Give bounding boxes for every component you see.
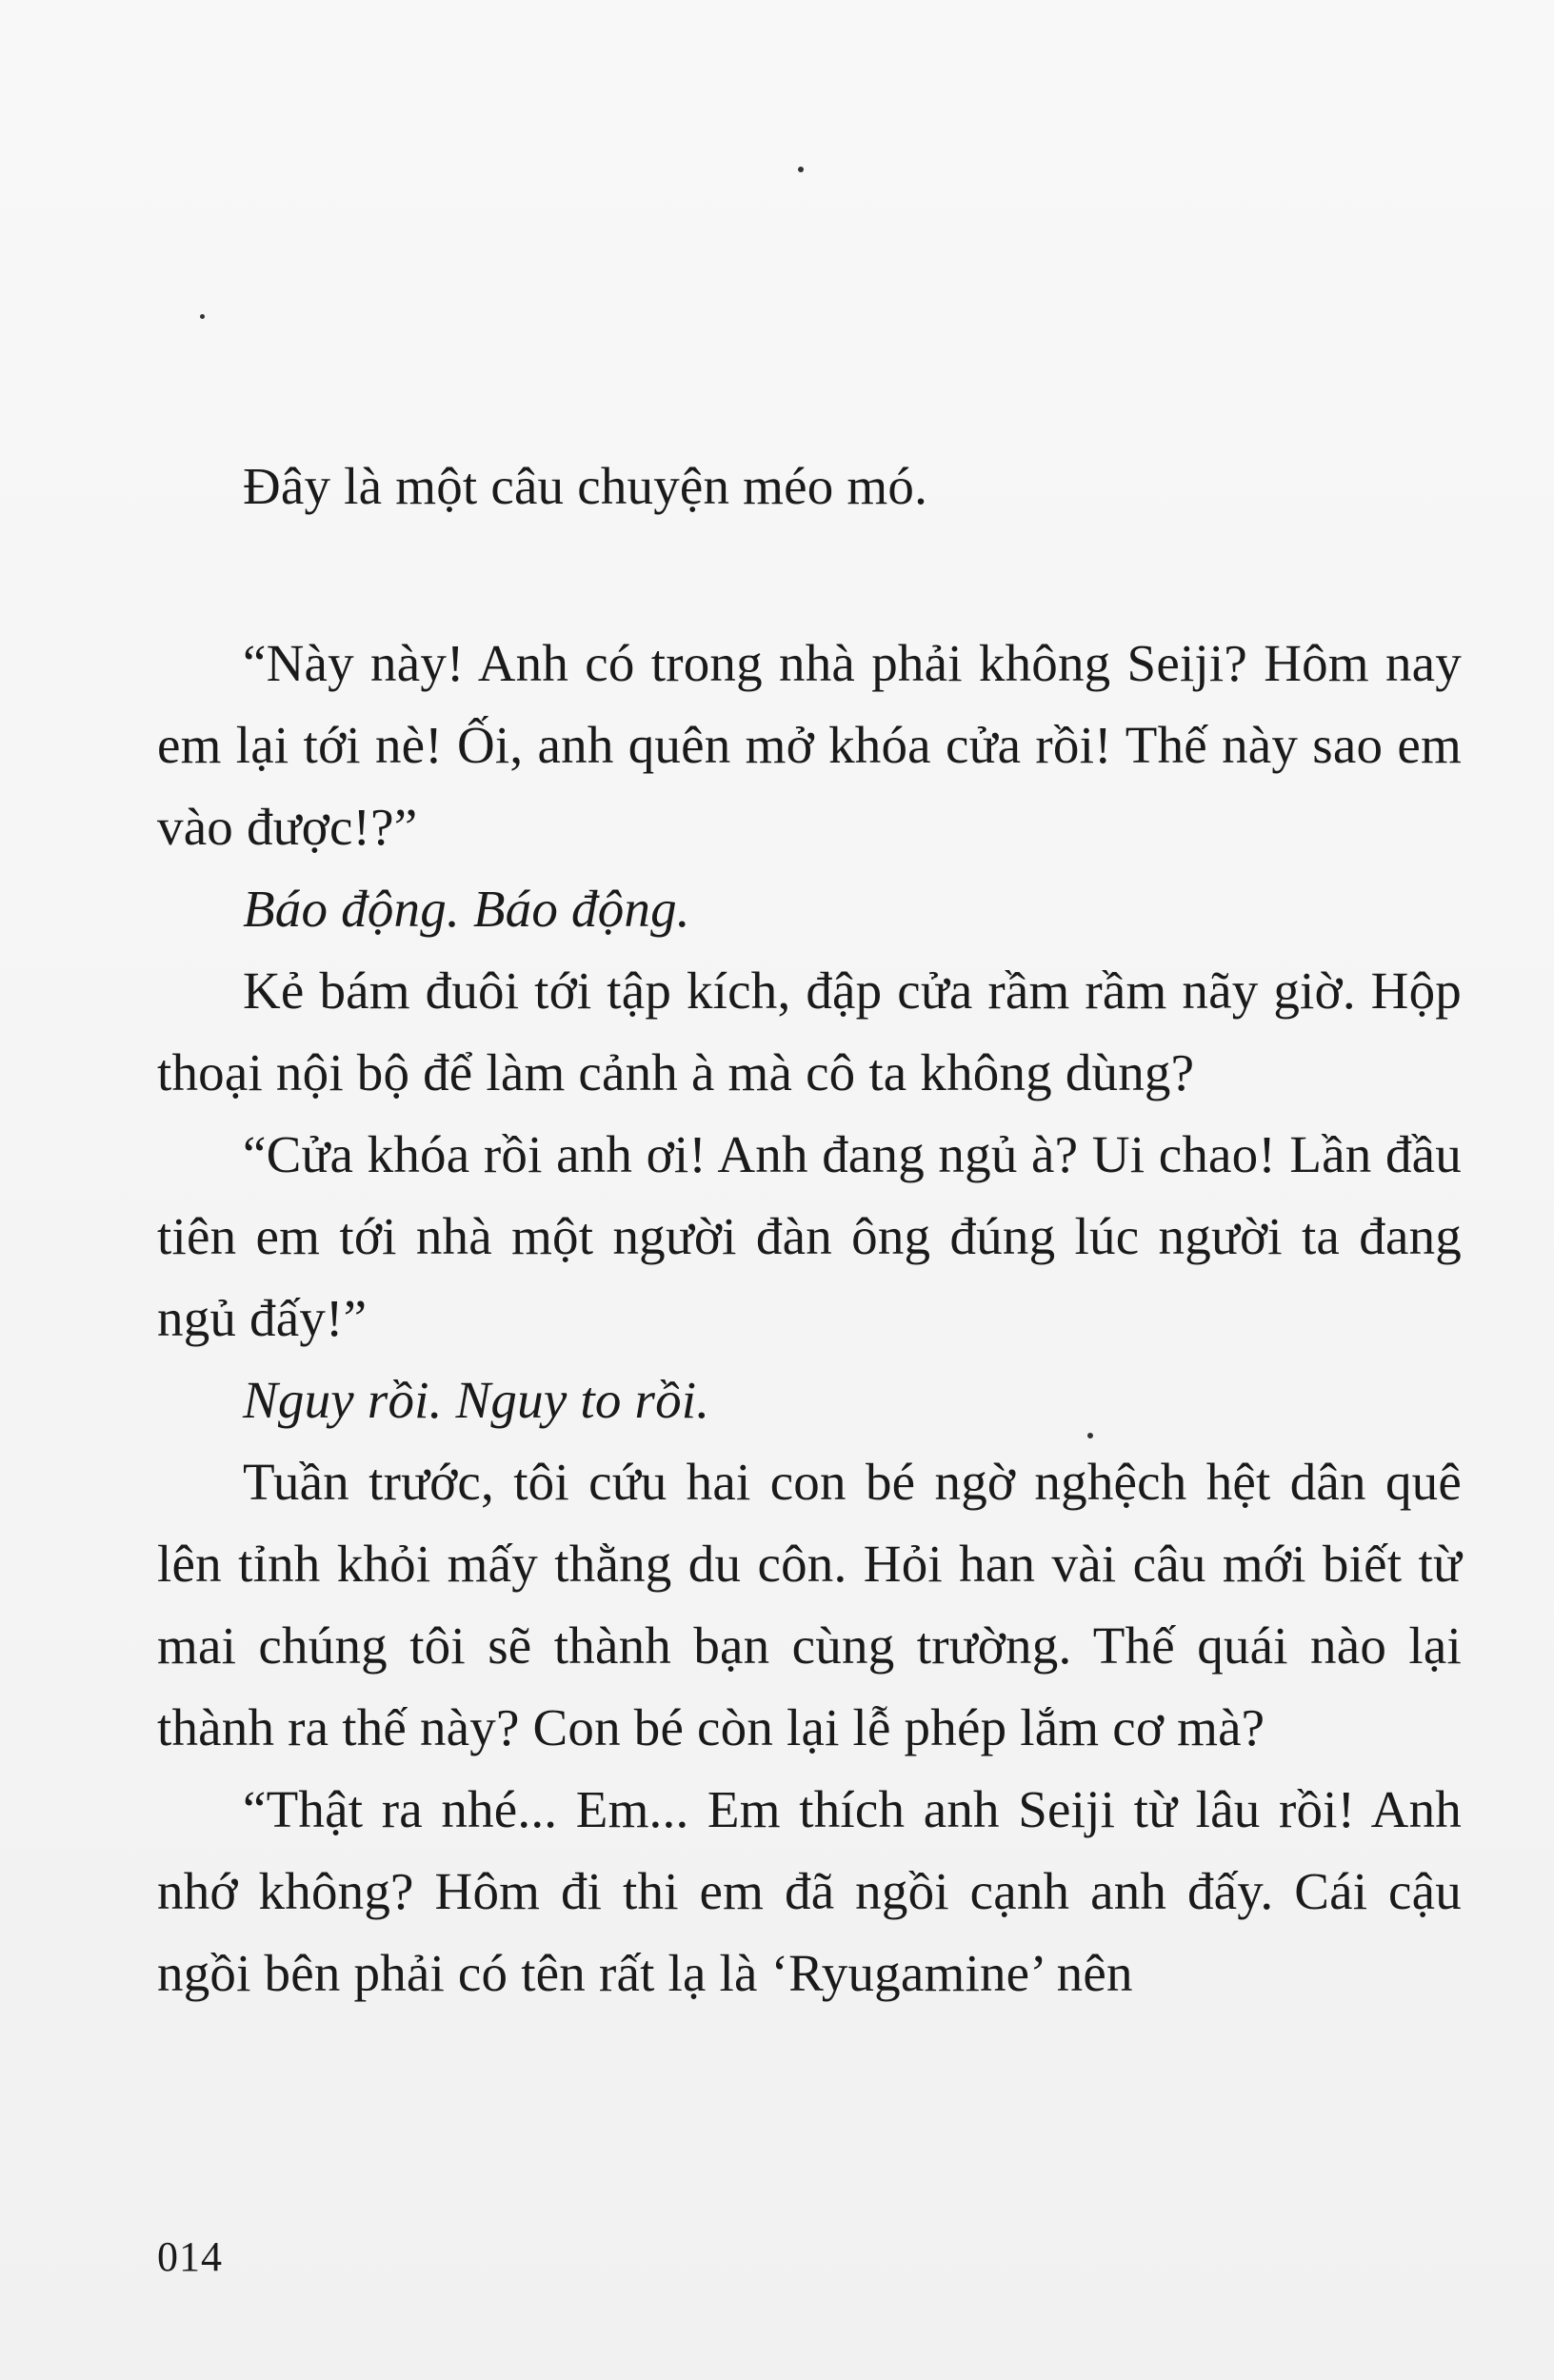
text-body bbox=[157, 446, 1462, 2014]
paragraph-dialogue-3: “Thật ra nhé... Em... Em thích anh Seiji từ lâu rồi! Anh nhớ không? Hôm đi thi em đã ngồi cạnh anh đấy. Cái cậu ngồi bên phải có tên rất lạ là ‘Ryugamine’ nên bbox=[157, 1780, 1462, 2002]
paragraph-danger: Nguy rồi. Nguy to rồi. bbox=[243, 1371, 710, 1429]
ink-speck bbox=[200, 314, 205, 319]
paragraph-dialogue-2: “Cửa khóa rồi anh ơi! Anh đang ngủ à? Ui chao! Lần đầu tiên em tới nhà một người đàn ông đúng lúc người ta đang ngủ đấy!” bbox=[157, 1125, 1462, 1347]
paragraph-narration-2: Tuần trước, tôi cứu hai con bé ngờ nghệch hệt dân quê lên tỉnh khỏi mấy thằng du côn. Hỏi han vài câu mới biết từ mai chúng tôi sẽ thành bạn cùng trường. Thế quái nào lại thành ra thế này? Con bé còn lại lễ phép lắm cơ mà? bbox=[157, 1453, 1462, 1756]
paragraph-opening: Đây là một câu chuyện méo mó. bbox=[243, 457, 928, 515]
ink-speck bbox=[798, 167, 804, 172]
page-number: 014 bbox=[157, 2233, 223, 2280]
paragraph-narration-1: Kẻ bám đuôi tới tập kích, đập cửa rầm rầm nãy giờ. Hộp thoại nội bộ để làm cảnh à mà cô ta không dùng? bbox=[157, 962, 1462, 1101]
paragraph-dialogue-1: “Này này! Anh có trong nhà phải không Seiji? Hôm nay em lại tới nè! Ối, anh quên mở khóa cửa rồi! Thế này sao em vào được!?” bbox=[157, 634, 1462, 856]
paragraph-alarm: Báo động. Báo động. bbox=[243, 880, 690, 938]
